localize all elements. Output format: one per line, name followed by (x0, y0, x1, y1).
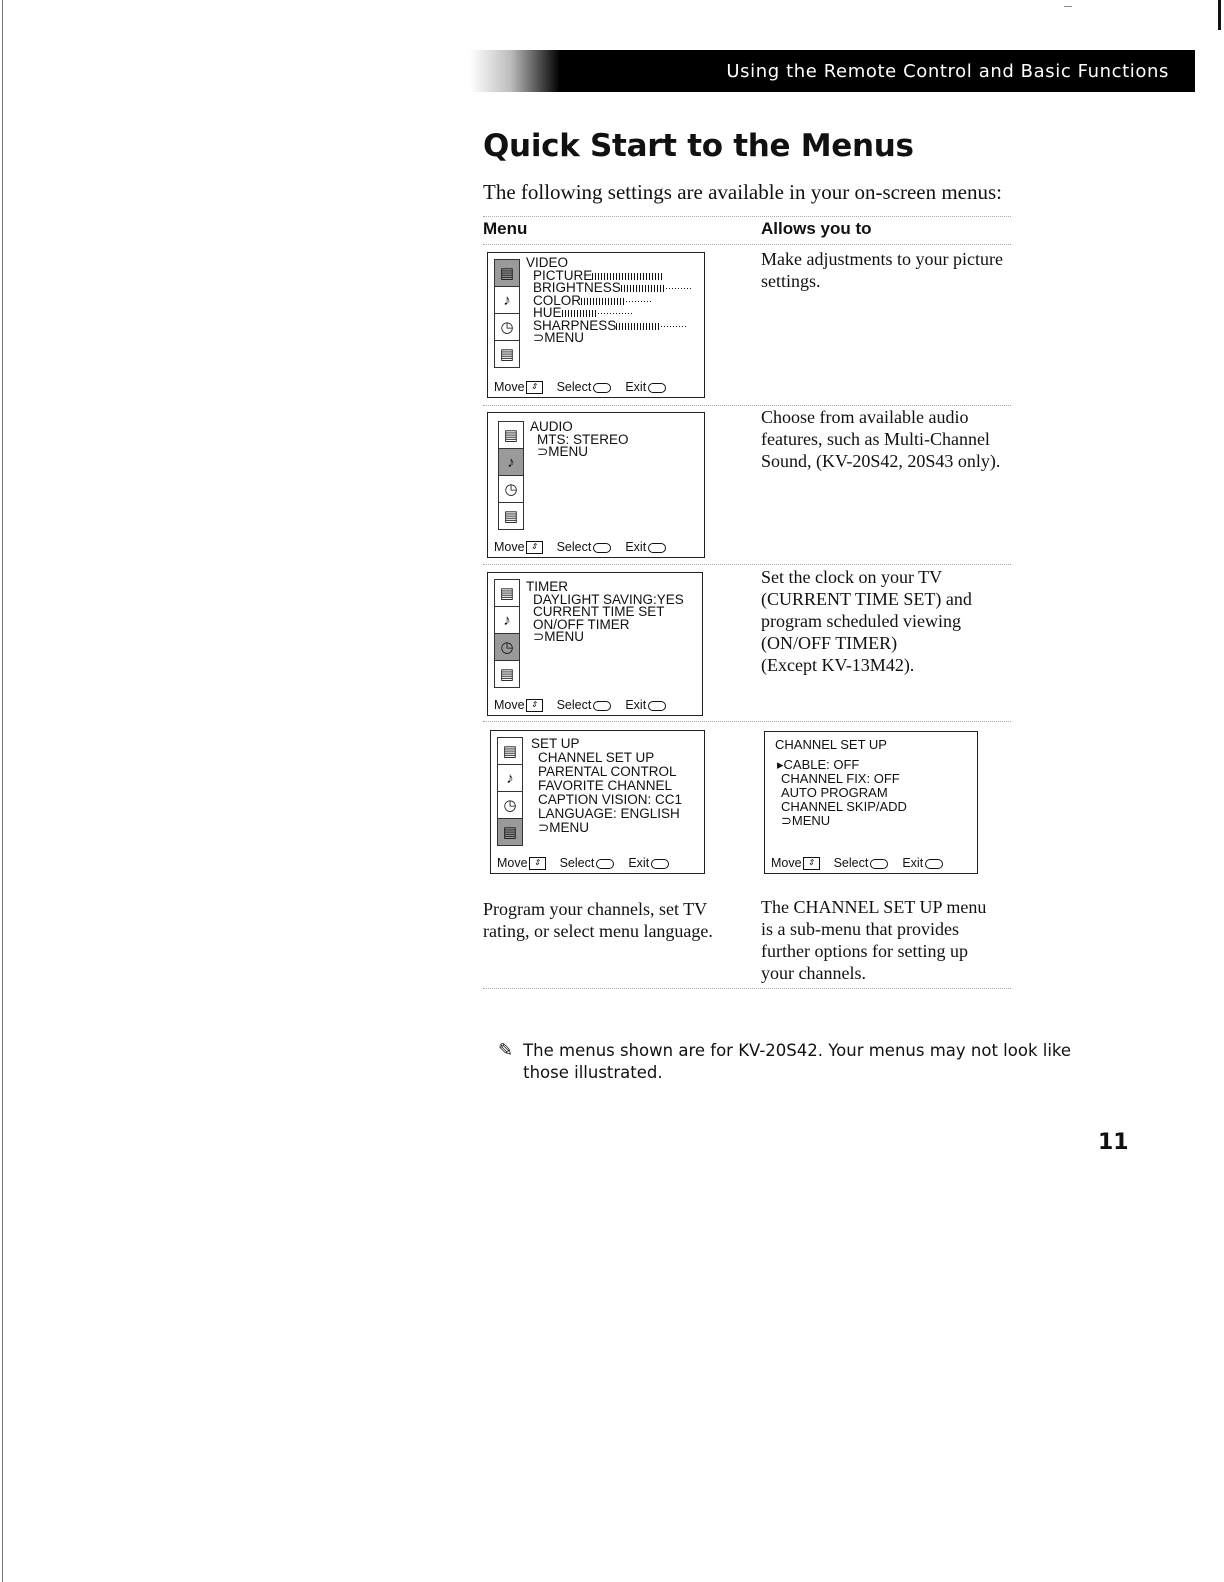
video-icon: ▤ (494, 579, 520, 607)
menu-item: BRIGHTNESS (526, 282, 698, 295)
menu-item: LANGUAGE: ENGLISH (538, 806, 680, 821)
menu-item: ON/OFF TIMER (533, 616, 630, 632)
menu-title: CHANNEL SET UP (775, 737, 887, 752)
menu-button-icon (651, 859, 669, 869)
divider (483, 564, 1011, 565)
level-gauge (562, 310, 634, 317)
menu-title: AUDIO (530, 419, 573, 434)
menu-button-icon (648, 383, 666, 393)
menu-icon-column (498, 421, 524, 529)
clock-icon: ◷ (498, 475, 524, 503)
level-gauge (621, 285, 693, 292)
toolbox-icon: ▤ (498, 502, 524, 530)
description-line: program scheduled viewing (761, 611, 961, 631)
move-arrows-icon: ⇕ (526, 381, 543, 394)
menu-item: FAVORITE CHANNEL (538, 778, 673, 793)
setup-menu-screen (490, 730, 705, 874)
screen-footer: Move ⇕ Select Exit (494, 380, 666, 394)
page-edge-line (2, 0, 3, 1582)
select-button-icon (593, 383, 611, 393)
menu-title: SET UP (531, 736, 580, 751)
menu-item: ⊃MENU (781, 813, 831, 828)
menu-button-icon (648, 701, 666, 711)
column-header-allows: Allows you to (761, 219, 872, 238)
timer-menu-screen (487, 572, 703, 716)
divider (483, 216, 1011, 217)
screen-footer: Move ⇕ Select Exit (494, 698, 666, 712)
video-menu-screen (487, 252, 705, 398)
setup-description: Program your channels, set TV rating, or select menu language. (483, 899, 713, 941)
menu-item: CHANNEL FIX: OFF (781, 771, 900, 786)
screen-footer: Move ⇕ Select Exit (771, 856, 943, 870)
menu-item: ▸CABLE: OFF (777, 757, 860, 772)
menu-icon-column (497, 737, 523, 845)
menu-title: VIDEO (526, 255, 569, 270)
screen-footer: Move ⇕ Select Exit (497, 856, 669, 870)
menu-item: AUTO PROGRAM (781, 785, 888, 800)
music-note-icon: ♪ (497, 764, 523, 792)
music-note-icon: ♪ (494, 286, 520, 314)
page-edge-bar (1218, 0, 1221, 30)
video-description: Make adjustments to your picture settings. (761, 249, 1003, 291)
menu-lines (526, 581, 684, 644)
select-button-icon (593, 701, 611, 711)
page-title: Quick Start to the Menus (483, 128, 914, 164)
header-fade (470, 50, 560, 92)
select-button-icon (870, 859, 888, 869)
menu-item: SHARPNESS (526, 320, 698, 333)
column-header-menu: Menu (483, 219, 528, 238)
move-arrows-icon: ⇕ (526, 699, 543, 712)
select-button-icon (593, 543, 611, 553)
menu-item: CHANNEL SET UP (538, 750, 655, 765)
menu-icon-column (494, 259, 520, 367)
toolbox-icon: ▤ (494, 660, 520, 688)
music-note-icon: ♪ (494, 606, 520, 634)
toolbox-icon: ▤ (494, 340, 520, 368)
audio-description: Choose from available audio features, such as Multi-Channel Sound, (KV-20S42, 20S43 only). (761, 407, 1001, 471)
section-header-bar (470, 50, 1195, 92)
move-arrows-icon: ⇕ (526, 541, 543, 554)
menu-item: COLOR (526, 295, 698, 308)
section-header-text: Using the Remote Control and Basic Functions (726, 60, 1169, 82)
level-gauge (592, 273, 664, 280)
video-icon: ▤ (494, 259, 520, 287)
clock-icon: ◷ (497, 791, 523, 819)
menu-button-icon (648, 543, 666, 553)
channel-setup-screen (764, 731, 978, 874)
toolbox-icon: ▤ (497, 818, 523, 846)
menu-lines (531, 737, 682, 835)
description-line: (Except KV-13M42). (761, 655, 915, 675)
timer-description (761, 566, 1011, 676)
menu-item: CURRENT TIME SET (533, 604, 665, 619)
level-gauge (581, 298, 653, 305)
menu-item: DAYLIGHT SAVING:YES (533, 591, 684, 607)
level-gauge (616, 323, 688, 330)
menu-item: PARENTAL CONTROL (538, 764, 677, 779)
divider (483, 721, 1011, 722)
video-icon: ▤ (498, 421, 524, 449)
music-note-icon: ♪ (498, 448, 524, 476)
menu-item: CAPTION VISION: CC1 (538, 792, 683, 807)
divider (483, 244, 1011, 245)
scan-mark (1064, 6, 1072, 7)
clock-icon: ◷ (494, 313, 520, 341)
select-button-icon (596, 859, 614, 869)
divider (483, 988, 1011, 989)
menu-item: ⊃MENU (537, 444, 589, 459)
note-text: The menus shown are for KV-20S42. Your menus may not look like those illustrated. (523, 1041, 1072, 1082)
menu-item: PICTURE (526, 270, 698, 283)
menu-item: ⊃MENU (533, 330, 585, 345)
audio-menu-screen (487, 412, 705, 558)
menu-item: ⊃MENU (538, 820, 590, 835)
menu-button-icon (925, 859, 943, 869)
video-icon: ▤ (497, 737, 523, 765)
menu-lines (530, 421, 629, 459)
screen-footer: Move ⇕ Select Exit (494, 540, 666, 554)
intro-text: The following settings are available in your on-screen menus: (483, 180, 1003, 204)
note (498, 1040, 1118, 1084)
move-arrows-icon: ⇕ (803, 857, 820, 870)
menu-item: HUE (526, 307, 698, 320)
description-line: Set the clock on your TV (761, 567, 943, 587)
menu-title: TIMER (526, 579, 568, 594)
menu-icon-column (494, 579, 520, 687)
page-number: 11 (1098, 1130, 1129, 1155)
clock-icon: ◷ (494, 633, 520, 661)
memo-pencil-icon: ✎ (498, 1040, 514, 1061)
channel-setup-description: The CHANNEL SET UP menu is a sub-menu that provides further options for setting up your channels. (761, 897, 987, 983)
menu-lines (526, 257, 698, 345)
menu-lines (775, 738, 907, 828)
description-line: (CURRENT TIME SET) and (761, 589, 972, 609)
menu-item: CHANNEL SKIP/ADD (781, 799, 907, 814)
description-line: (ON/OFF TIMER) (761, 633, 898, 653)
menu-item: ⊃MENU (533, 629, 585, 644)
menu-item: MTS: STEREO (537, 431, 629, 447)
move-arrows-icon: ⇕ (529, 857, 546, 870)
